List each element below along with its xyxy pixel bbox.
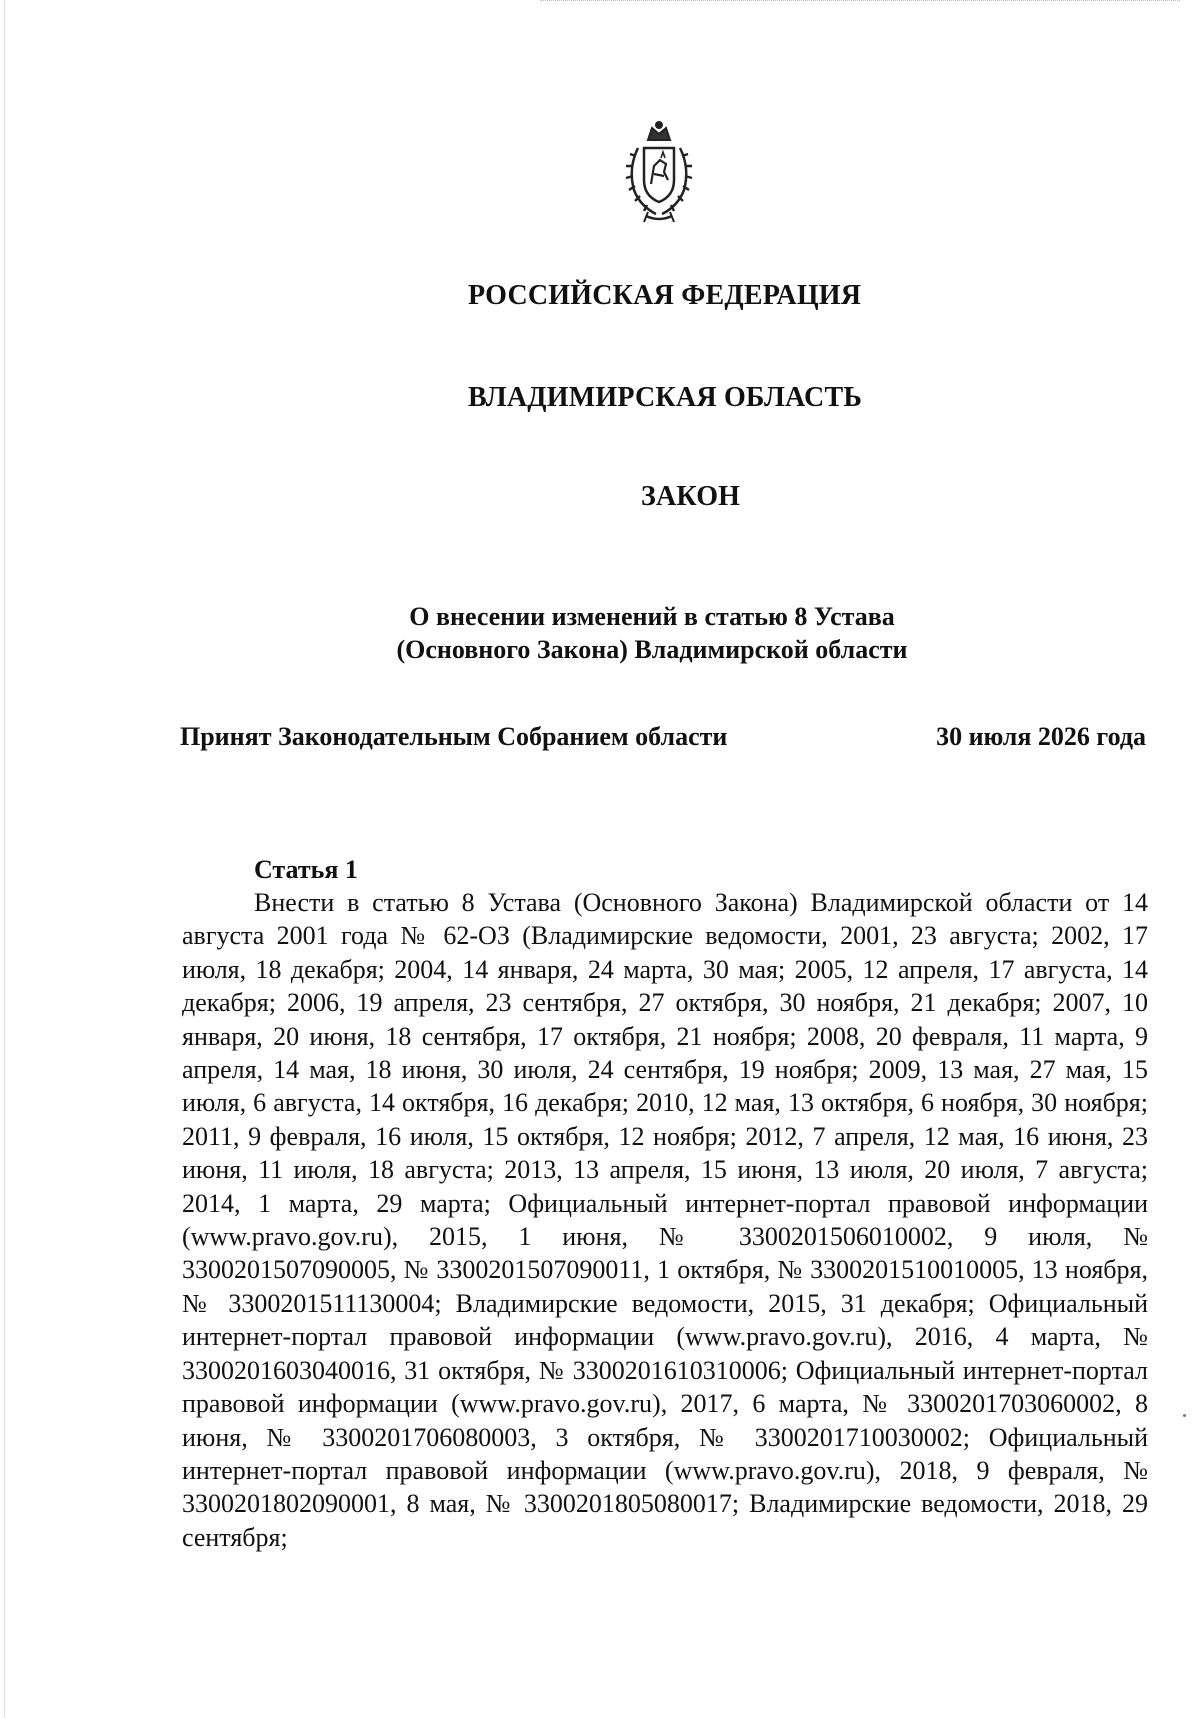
scan-edge-line xyxy=(4,0,5,1718)
article-title: Статья 1 xyxy=(254,855,358,884)
country-heading: РОССИЙСКАЯ ФЕДЕРАЦИЯ xyxy=(468,280,862,311)
adoption-line xyxy=(180,722,1146,752)
document-type-heading: ЗАКОН xyxy=(641,481,741,512)
scan-artifact-top xyxy=(540,0,1180,4)
law-title-line-1: О внесении изменений в статью 8 Устава xyxy=(409,602,895,631)
article-body: Внести в статью 8 Устава (Основного Закона) Владимирской области от 14 августа 2001 года № 62-ОЗ (Владимирские ведомости, 2001, 23 августа; 2002, 17 июля, 18 декабря; 2004, 14 января, 24 марта, 30 мая; 2005, 12 апреля, 17 августа, 14 декабря; 2006, 19 апреля, 23 сентября, 27 октября, 30 ноября, 21 декабря; 2007, 10 января, 20 июня, 18 сентября, 17 октября, 21 ноября; 2008, 20 февраля, 11 марта, 9 апреля, 14 мая, 18 июня, 30 июля, 24 сентября, 19 ноября; 2009, 13 мая, 27 мая, 15 июля, 6 августа, 14 октября, 16 декабря; 2010, 12 мая, 13 октября, 6 ноября, 30 ноября; 2011, 9 февраля, 16 июля, 15 октября, 12 ноября; 2012, 7 апреля, 12 мая, 16 июня, 23 июня, 11 июля, 18 августа; 2013, 13 апреля, 15 июня, 13 июля, 20 июля, 7 августа; 2014, 1 марта, 29 марта; Официальный интернет-портал правовой информации (www.pravo.gov.ru), 2015, 1 июня, № 3300201506010002, 9 июля, № 3300201507090005, № 3300201507090011, 1 октября, № 3300201510010005, 13 ноября, № 3300201511130004; Владимирские ведомости, 2015, 31 декабря; Официальный интернет-портал правовой информации (www.pravo.gov.ru), 2016, 4 марта, № 3300201603040016, 31 октября, № 3300201610310006; Официальный интернет-портал правовой информации (www.pravo.gov.ru), 2017, 6 марта, № 3300201703060002, 8 июня, № 3300201706080003, 3 октября, № 3300201710030002; Официальный интернет-портал правовой информации (www.pravo.gov.ru), 2018, 9 февраля, № 3300201802090001, 8 мая, № 3300201805080017; Владимирские ведомости, 2018, 29 сентября; xyxy=(182,888,1148,1552)
adopted-by: Принят Законодательным Собранием области xyxy=(180,722,728,751)
law-title xyxy=(362,600,942,666)
region-heading: ВЛАДИМИРСКАЯ ОБЛАСТЬ xyxy=(468,382,863,413)
adopted-date: 30 июля 2026 года xyxy=(936,722,1146,751)
vladimir-oblast-coat-of-arms-icon xyxy=(614,118,704,226)
scan-speck xyxy=(1183,1414,1186,1417)
law-title-line-2: (Основного Закона) Владимирской области xyxy=(396,635,908,664)
